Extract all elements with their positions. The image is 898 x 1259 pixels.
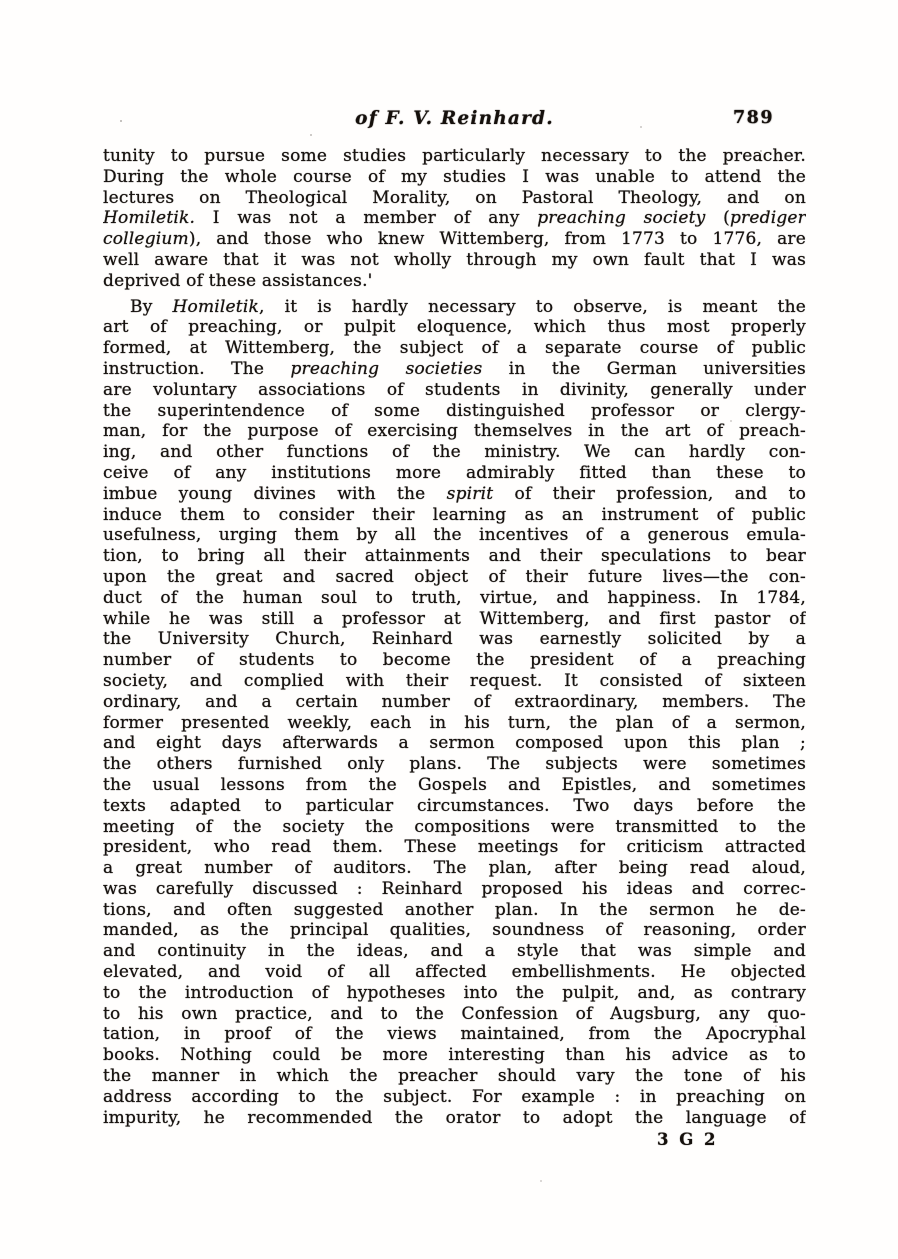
- paragraph: [103, 146, 806, 292]
- text-line: [103, 920, 806, 941]
- text-segment: former presented weekly, each in his turn, the plan of a sermon,: [103, 712, 806, 733]
- text-segment: , it is hardly necessary to observe, is meant the: [258, 296, 806, 317]
- text-segment: ceive of any institutions more admirably fitted than these to: [103, 462, 806, 483]
- text-line: [103, 229, 806, 250]
- text-segment: are voluntary associations of students in divinity, generally under: [103, 379, 806, 400]
- text-line: [103, 609, 806, 630]
- text-line: [103, 146, 806, 167]
- text-line: [103, 297, 806, 318]
- text-line: [103, 208, 806, 229]
- text-segment: society, and complied with their request. It consisted of sixteen: [103, 670, 806, 691]
- text-line: [103, 546, 806, 567]
- text-segment: man, for the purpose of exercising themselves in the art of preach-: [103, 421, 806, 442]
- text-segment: number of students to become the president of a preaching: [103, 650, 806, 671]
- text-segment: art of preaching, or pulpit eloquence, which thus most properly: [103, 317, 806, 338]
- text-segment: the others furnished only plans. The subjects were sometimes: [103, 754, 806, 775]
- text-segment: well aware that it was not wholly through my own fault that I was: [103, 249, 806, 270]
- text-segment: address according to the subject. For example : in preaching on: [103, 1086, 806, 1107]
- text-line: [103, 671, 806, 692]
- text-segment: and eight days afterwards a sermon composed upon this plan ;: [103, 733, 806, 754]
- text-segment: to his own practice, and to the Confession of Augsburg, any quo-: [103, 1003, 806, 1024]
- text-segment: a great number of auditors. The plan, after being read aloud,: [103, 858, 806, 879]
- text-line: [103, 775, 806, 796]
- italic-text-segment: prediger: [729, 208, 806, 229]
- text-line: [103, 338, 806, 359]
- text-line: [103, 692, 806, 713]
- text-segment: and continuity in the ideas, and a style that was simple and: [103, 941, 806, 962]
- text-segment: ordinary, and a certain number of extraordinary, members. The: [103, 691, 806, 712]
- text-line: [103, 359, 806, 380]
- text-segment: tunity to pursue some studies particularly necessary to the preacher.: [103, 146, 806, 166]
- text-line: [103, 442, 806, 463]
- text-segment: usefulness, urging them by all the incentives of a generous emula-: [103, 525, 806, 546]
- text-line: [103, 463, 806, 484]
- text-line: [103, 484, 806, 505]
- text-segment: elevated, and void of all affected embellishments. He objected: [103, 962, 806, 983]
- text-line: [103, 1045, 806, 1066]
- text-segment: (: [705, 208, 730, 229]
- text-segment: By: [130, 296, 173, 317]
- text-segment: instruction. The: [103, 358, 291, 379]
- text-segment: in the German universities: [482, 358, 806, 379]
- text-line: [103, 733, 806, 754]
- italic-text-segment: preaching societies: [290, 358, 483, 379]
- page-number: 789: [732, 108, 774, 128]
- text-line: [103, 754, 806, 775]
- text-line: [103, 650, 806, 671]
- text-line: [103, 421, 806, 442]
- text-line: [103, 167, 806, 188]
- text-line: [103, 1066, 806, 1087]
- running-title: of F. V. Reinhard.: [355, 108, 554, 129]
- text-line: [103, 1108, 806, 1129]
- text-segment: was carefully discussed : Reinhard proposed his ideas and correc-: [103, 878, 806, 899]
- italic-text-segment: Homiletik: [172, 296, 259, 317]
- text-segment: duct of the human soul to truth, virtue, and happiness. In 1784,: [103, 587, 806, 608]
- text-line: [103, 271, 806, 292]
- text-line: [103, 817, 806, 838]
- text-segment: During the whole course of my studies I was unable to attend the: [103, 166, 806, 187]
- text-line: [103, 900, 806, 921]
- text-line: [103, 188, 806, 209]
- text-segment: tions, and often suggested another plan. In the sermon he de-: [103, 899, 806, 920]
- text-line: [103, 505, 806, 526]
- text-segment: deprived of these assistances.': [103, 270, 373, 291]
- text-line: [103, 837, 806, 858]
- text-line: [103, 858, 806, 879]
- text-line: [103, 941, 806, 962]
- printers-signature: 3 G 2: [657, 1130, 719, 1149]
- text-segment: while he was still a professor at Wittemberg, and first pastor of: [103, 608, 806, 629]
- text-line: [103, 983, 806, 1004]
- text-segment: of their profession, and to: [493, 483, 806, 504]
- text-segment: books. Nothing could be more interesting than his advice as to: [103, 1045, 806, 1066]
- text-segment: texts adapted to particular circumstances. Two days before the: [103, 795, 806, 816]
- text-segment: impurity, he recommended the orator to adopt the language of: [103, 1107, 806, 1128]
- text-line: [103, 250, 806, 271]
- text-line: [103, 713, 806, 734]
- text-segment: to the introduction of hypotheses into the pulpit, and, as contrary: [103, 982, 806, 1003]
- text-line: [103, 567, 806, 588]
- text-segment: the usual lessons from the Gospels and Epistles, and sometimes: [103, 774, 806, 795]
- text-segment: the superintendence of some distinguished professor or clergy-: [103, 400, 806, 421]
- italic-text-segment: preaching society: [537, 208, 706, 229]
- text-line: [103, 588, 806, 609]
- text-line: [103, 380, 806, 401]
- text-segment: the manner in which the preacher should vary the tone of his: [103, 1066, 806, 1087]
- text-line: [103, 962, 806, 983]
- text-line: [103, 1024, 806, 1045]
- text-segment: upon the great and sacred object of their future lives—the con-: [103, 566, 806, 587]
- text-segment: tation, in proof of the views maintained, from the Apocryphal: [103, 1024, 806, 1045]
- text-segment: I was not a member of any: [195, 208, 538, 229]
- text-segment: tion, to bring all their attainments and their speculations to bear: [103, 546, 806, 567]
- text-line: [103, 317, 806, 338]
- italic-text-segment: Homiletik.: [103, 208, 196, 229]
- text-line: [103, 525, 806, 546]
- text-line: [103, 401, 806, 422]
- text-segment: induce them to consider their learning as an instrument of public: [103, 504, 806, 525]
- text-line: [103, 1087, 806, 1108]
- text-segment: the University Church, Reinhard was earnestly solicited by a: [103, 629, 806, 650]
- page-body: [103, 146, 806, 1128]
- text-segment: imbue young divines with the: [103, 483, 447, 504]
- text-line: [103, 1004, 806, 1025]
- page-header: [103, 108, 806, 134]
- text-segment: president, who read them. These meetings for criticism attracted: [103, 837, 806, 858]
- text-line: [103, 879, 806, 900]
- text-segment: manded, as the principal qualities, soundness of reasoning, order: [103, 920, 806, 941]
- text-segment: formed, at Wittemberg, the subject of a separate course of public: [103, 338, 806, 359]
- text-segment: meeting of the society the compositions were transmitted to the: [103, 816, 806, 837]
- text-line: [103, 796, 806, 817]
- italic-text-segment: spirit: [446, 483, 494, 504]
- text-segment: ing, and other functions of the ministry. We can hardly con-: [103, 442, 806, 463]
- paragraph: [103, 297, 806, 1129]
- text-segment: lectures on Theological Morality, on Pastoral Theology, and on: [103, 187, 806, 208]
- italic-text-segment: collegium: [103, 229, 189, 250]
- text-segment: ), and those who knew Wittemberg, from 1773 to 1776, are: [188, 229, 806, 250]
- text-line: [103, 629, 806, 650]
